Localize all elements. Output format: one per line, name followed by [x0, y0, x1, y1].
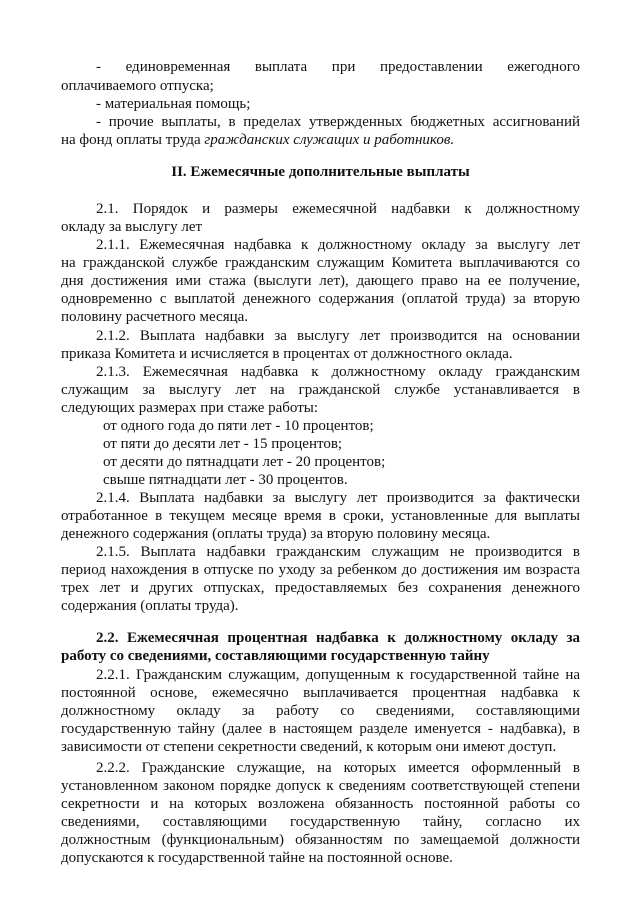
paragraph-2-1-1-line: половину расчетного месяца. [61, 309, 249, 325]
paragraph-2-1-5-line: трех лет и других отпусках, предоставляемых без сохранения денежного [61, 580, 580, 596]
paragraph-2-2-2: 2.2.2. Гражданские служащие, на которых имеется оформленный в [96, 760, 580, 776]
paragraph-2-2-1-line: зависимости от степени секретности сведений, к которым они имеют доступ. [61, 739, 557, 755]
paragraph-2-1-5-line: период нахождения в отпуске по уходу за ребенком до достижения им возраста [61, 562, 580, 578]
rate-item: от десяти до пятнадцати лет - 20 процентов; [103, 454, 386, 470]
paragraph-2-1: 2.1. Порядок и размеры ежемесячной надбавки к должностному [96, 201, 580, 217]
rate-item: от пяти до десяти лет - 15 процентов; [103, 436, 343, 452]
paragraph-2-2-1-line: государственную тайну (далее в настоящем разделе именуется - надбавка), в [61, 721, 580, 737]
paragraph-2-1-5: 2.1.5. Выплата надбавки гражданским служащим не производится в [96, 544, 580, 560]
paragraph-2-2-2-line: установленном законом порядке допуск к сведениям соответствующей степени [61, 778, 580, 794]
paragraph-2-2-2-line: секретности и на которых возложена обязанность постоянной работы со [61, 796, 580, 812]
paragraph-2-1-5-line: содержания (оплаты труда). [61, 598, 239, 614]
paragraph-2-1-4-line: отработанное в текущем месяце время в сроки, установленные для выплаты [61, 508, 580, 524]
paragraph-2-1-1-line: дня достижения ими стажа (выслуги лет), дающего право на ее получение, [61, 273, 580, 289]
list-item-vacation-payment-cont: оплачиваемого отпуска; [61, 78, 214, 94]
paragraph-2-1-1-line: на гражданской службе гражданским служащим Комитета выплачиваются со [61, 255, 580, 271]
employees-italic-text: гражданских служащих и работников. [204, 132, 455, 148]
paragraph-2-1-4-line: денежного содержания (оплаты труда) за вторую половину месяца. [61, 526, 491, 542]
list-item-vacation-payment: - единовременная выплата при предоставлении ежегодного [96, 59, 580, 75]
list-item-other-payments: - прочие выплаты, в пределах утвержденных бюджетных ассигнований [96, 114, 580, 130]
subheading-2-2: 2.2. Ежемесячная процентная надбавка к должностному окладу за [96, 630, 580, 646]
paragraph-2-1-cont: окладу за выслугу лет [61, 219, 203, 235]
list-item-material-aid: - материальная помощь; [96, 96, 251, 112]
paragraph-2-2-2-line: допускаются к государственной тайне на постоянной основе. [61, 850, 453, 866]
paragraph-2-1-3-line: служащим за выслугу лет на гражданской службе устанавливается в [61, 382, 580, 398]
paragraph-2-1-2: 2.1.2. Выплата надбавки за выслугу лет производится на основании [96, 328, 580, 344]
payroll-fund-text: на фонд оплаты труда [61, 132, 205, 148]
paragraph-2-2-1-line: постоянной основе, ежемесячно выплачивается процентная надбавка к [61, 685, 580, 701]
paragraph-2-1-1: 2.1.1. Ежемесячная надбавка к должностному окладу за выслугу лет [96, 237, 580, 253]
paragraph-2-1-3-line: следующих размерах при стаже работы: [61, 400, 319, 416]
rate-item: свыше пятнадцати лет - 30 процентов. [103, 472, 348, 488]
paragraph-2-2-2-line: сведениями, составляющими государственную тайну, согласно их [61, 814, 580, 830]
paragraph-2-1-1-line: одновременно с выплатой денежного содержания (оплатой труда) за вторую [61, 291, 580, 307]
paragraph-2-1-3: 2.1.3. Ежемесячная надбавка к должностному окладу гражданским [96, 364, 580, 380]
paragraph-2-2-1: 2.2.1. Гражданским служащим, допущенным к государственной тайне на [96, 667, 580, 683]
section-heading: II. Ежемесячные дополнительные выплаты [171, 164, 470, 180]
paragraph-2-1-2-line: приказа Комитета и исчисляется в процентах от должностного оклада. [61, 346, 513, 362]
list-item-other-payments-cont [61, 132, 580, 150]
paragraph-2-1-4: 2.1.4. Выплата надбавки за выслугу лет производится за фактически [96, 490, 580, 506]
paragraph-2-2-2-line: должностным (функциональным) обязанностям по замещаемой должности [61, 832, 580, 848]
subheading-2-2-cont: работу со сведениями, составляющими государственную тайну [61, 648, 490, 664]
rate-item: от одного года до пяти лет - 10 процентов; [103, 418, 374, 434]
paragraph-2-2-1-line: должностному окладу за работу со сведениями, составляющими [61, 703, 580, 719]
